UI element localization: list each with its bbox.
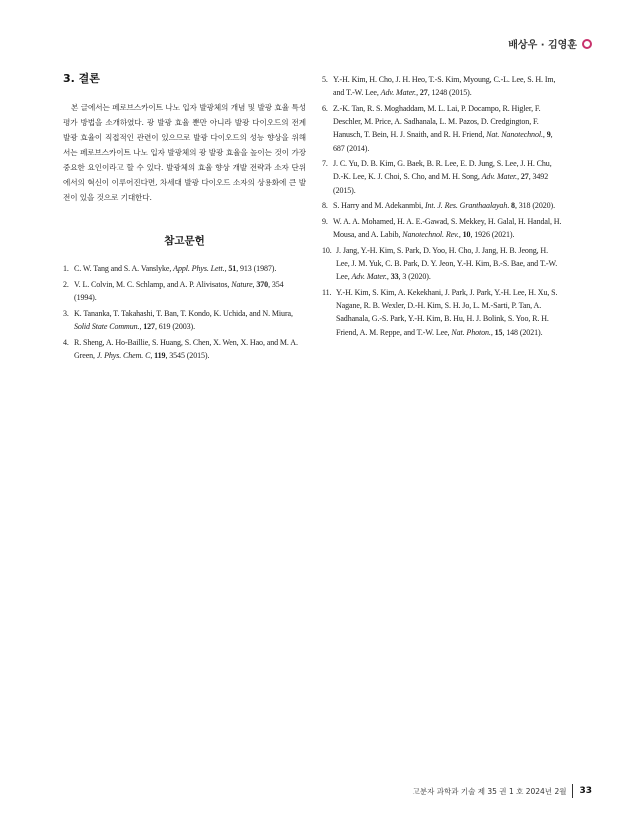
reference-number: 11. bbox=[322, 288, 332, 298]
reference-pages-year: , 687 (2014). bbox=[333, 130, 553, 153]
reference-authors: J. C. Yu, D. B. Kim, G. Baek, B. R. Lee, E. D. Jung, S. Lee, J. H. Chu, D.-K. Lee, K. J. Choi, S. Cho, and M. H. Song, bbox=[333, 159, 552, 182]
section-title: 3. 결론 bbox=[63, 72, 100, 85]
reference-journal: Nat. Nanotechnol. bbox=[486, 130, 543, 140]
references-heading: 참고문헌 bbox=[164, 235, 205, 247]
reference-text bbox=[74, 278, 306, 304]
reference-journal: Solid State Commun. bbox=[74, 321, 140, 331]
reference-journal: Adv. Mater. bbox=[481, 172, 518, 182]
reference-volume: 27 bbox=[520, 172, 529, 182]
footer-divider bbox=[572, 784, 573, 798]
reference-separator: , bbox=[150, 350, 155, 360]
reference-pages-year: , 318 (2020). bbox=[514, 201, 555, 211]
reference-number: 4. bbox=[63, 337, 69, 347]
right-column bbox=[322, 73, 562, 341]
reference-separator: , bbox=[386, 272, 391, 282]
reference-authors: R. Sheng, A. Ho-Baillie, S. Huang, S. Chen, X. Wen, X. Hao, and M. A. Green, bbox=[74, 337, 298, 360]
reference-journal: Adv. Mater. bbox=[380, 88, 417, 98]
reference-item bbox=[322, 73, 562, 99]
reference-volume: 8 bbox=[511, 201, 515, 211]
reference-separator: , bbox=[542, 130, 547, 140]
reference-text bbox=[333, 199, 562, 212]
reference-pages-year: , 3 (2020). bbox=[398, 272, 431, 282]
reference-number: 2. bbox=[63, 279, 69, 289]
reference-journal: Nat. Photon. bbox=[451, 327, 491, 337]
reference-authors: Y.-H. Kim, H. Cho, J. H. Heo, T.-S. Kim, Myoung, C.-L. Lee, S. H. Im, and T.-W. Lee, bbox=[333, 75, 556, 98]
reference-number: 5. bbox=[322, 75, 328, 84]
reference-separator: , bbox=[458, 230, 463, 240]
reference-item bbox=[322, 102, 562, 155]
reference-separator: , bbox=[252, 279, 257, 289]
reference-volume: 370 bbox=[256, 279, 269, 289]
reference-text bbox=[333, 102, 562, 155]
reference-volume: 119 bbox=[154, 350, 166, 360]
reference-pages-year: , 1926 (2021). bbox=[470, 230, 515, 240]
reference-list-left bbox=[63, 262, 306, 362]
left-column bbox=[63, 70, 306, 364]
reference-number: 1. bbox=[63, 264, 69, 273]
reference-text bbox=[333, 73, 562, 99]
reference-journal: Appl. Phys. Lett. bbox=[173, 264, 225, 273]
reference-number: 10. bbox=[322, 245, 332, 255]
reference-number: 9. bbox=[322, 217, 328, 227]
running-header bbox=[508, 36, 592, 51]
reference-authors: W. A. A. Mohamed, H. A. E.-Gawad, S. Mekkey, H. Galal, H. Handal, H. Mousa, and A. Labib, bbox=[333, 217, 562, 240]
reference-authors: S. Harry and M. Adekanmbi, bbox=[333, 201, 425, 211]
reference-item bbox=[322, 157, 562, 197]
footer-journal-info: 고분자 과학과 기술 제 35 권 1 호 2024년 2월 bbox=[412, 786, 567, 796]
reference-pages-year: , 913 (1987). bbox=[236, 264, 277, 273]
reference-journal: Nanotechnol. Rev. bbox=[402, 230, 459, 240]
reference-separator: , bbox=[490, 327, 495, 337]
page-footer bbox=[413, 784, 592, 798]
reference-volume: 15 bbox=[494, 327, 503, 337]
conclusion-paragraph: 본 글에서는 페로브스카이트 나노 입자 발광체의 개념 및 발광 효율 특성 평가 방법을 소개하였다. 광 발광 효율 뿐만 아니라 발광 다이오드의 전계 발광 효율이 직접적인 관련이 있으므로 발광 다이오드의 성능 향상을 위해서는 페로브스카이트 나노 입자 발광체의 광 발광 효율을 높이는 것이 가장 중요한 요인이라고 할 수 있다. 발광체의 효율 향상 개발 전략과 소자 단위에서의 혁신이 이루어진다면, 차세대 발광 다이오드 소자의 상용화에 큰 발전이 있을 것으로 기대한다. bbox=[63, 103, 306, 202]
reference-volume: 10 bbox=[462, 230, 471, 240]
reference-separator: , bbox=[139, 321, 144, 331]
reference-separator: , bbox=[224, 264, 229, 273]
reference-journal: Nature bbox=[231, 279, 253, 289]
reference-pages-year: , 148 (2021). bbox=[502, 327, 543, 337]
reference-authors: C. W. Tang and S. A. Vanslyke, bbox=[74, 264, 174, 273]
reference-volume: 33 bbox=[390, 272, 399, 282]
circle-bullet-icon bbox=[582, 39, 592, 49]
reference-journal: J. Phys. Chem. C bbox=[96, 350, 151, 360]
reference-text bbox=[333, 215, 562, 241]
reference-item bbox=[63, 307, 306, 333]
reference-text bbox=[74, 336, 306, 362]
reference-authors: Y.-H. Kim, S. Kim, A. Kekekhani, J. Park, J. Park, Y.-H. Lee, H. Xu, S. Nagane, R. B. Wexler, D.-H. Kim, S. H. Jo, L. M.-Sarti, P. Tan, A. Sadhanala, G.-S. Park, Y.-H. Kim, B. Hu, H. J. Bolink, S. Yoo, R. H. Friend, A. M. Reppe, and T.-W. Lee, bbox=[336, 288, 558, 337]
reference-text bbox=[336, 244, 562, 284]
reference-authors: K. Tananka, T. Takahashi, T. Ban, T. Kondo, K. Uchida, and N. Miura, bbox=[74, 308, 293, 318]
reference-text bbox=[336, 286, 562, 339]
reference-item bbox=[322, 199, 562, 212]
reference-item bbox=[322, 286, 562, 339]
reference-number: 6. bbox=[322, 103, 328, 113]
reference-separator: , bbox=[416, 88, 420, 98]
reference-authors: J. Jang, Y.-H. Kim, S. Park, D. Yoo, H. Cho, J. Jang, H. B. Jeong, H. Lee, J. M. Yuk, C. B. Park, D. Y. Jeon, Y.-H. Kim, B.-S. Bae, and T.-W. Lee, bbox=[336, 245, 558, 282]
reference-number: 7. bbox=[322, 159, 328, 169]
reference-authors: V. L. Colvin, M. C. Schlamp, and A. P. Alivisatos, bbox=[74, 279, 232, 289]
page-number: 33 bbox=[579, 786, 592, 796]
reference-text bbox=[74, 262, 306, 275]
reference-pages-year: , 354 (1994). bbox=[74, 279, 284, 302]
reference-item bbox=[63, 262, 306, 275]
reference-volume: 127 bbox=[143, 321, 155, 331]
reference-journal: Int. J. Res. Granthaalayah bbox=[424, 201, 508, 211]
reference-text bbox=[333, 157, 562, 197]
reference-number: 3. bbox=[63, 308, 69, 318]
reference-text bbox=[74, 307, 306, 333]
reference-separator: . bbox=[507, 201, 512, 211]
reference-volume: 51 bbox=[228, 264, 237, 273]
reference-volume: 27 bbox=[419, 88, 428, 98]
reference-number: 8. bbox=[322, 201, 328, 211]
reference-volume: 9 bbox=[546, 130, 551, 140]
reference-pages-year: , 3492 (2015). bbox=[333, 172, 549, 195]
reference-pages-year: , 619 (2003). bbox=[154, 321, 195, 331]
reference-item bbox=[322, 244, 562, 284]
reference-pages-year: , 3545 (2015). bbox=[165, 350, 210, 360]
reference-authors: Z.-K. Tan, R. S. Moghaddam, M. L. Lai, P. Docampo, R. Higler, F. Deschler, M. Price, A. Sadhanala, L. M. Pazos, D. Credgington, F. Hanusch, T. Bein, H. J. Snaith, and R. H. Friend, bbox=[333, 103, 541, 140]
reference-separator: , bbox=[517, 172, 521, 182]
reference-journal: Adv. Mater. bbox=[351, 272, 387, 282]
reference-list-right bbox=[322, 73, 562, 339]
reference-item bbox=[63, 278, 306, 304]
reference-pages-year: , 1248 (2015). bbox=[427, 88, 472, 98]
header-authors: 배상우 · 김영훈 bbox=[508, 40, 577, 51]
reference-item bbox=[322, 215, 562, 241]
reference-item bbox=[63, 336, 306, 362]
